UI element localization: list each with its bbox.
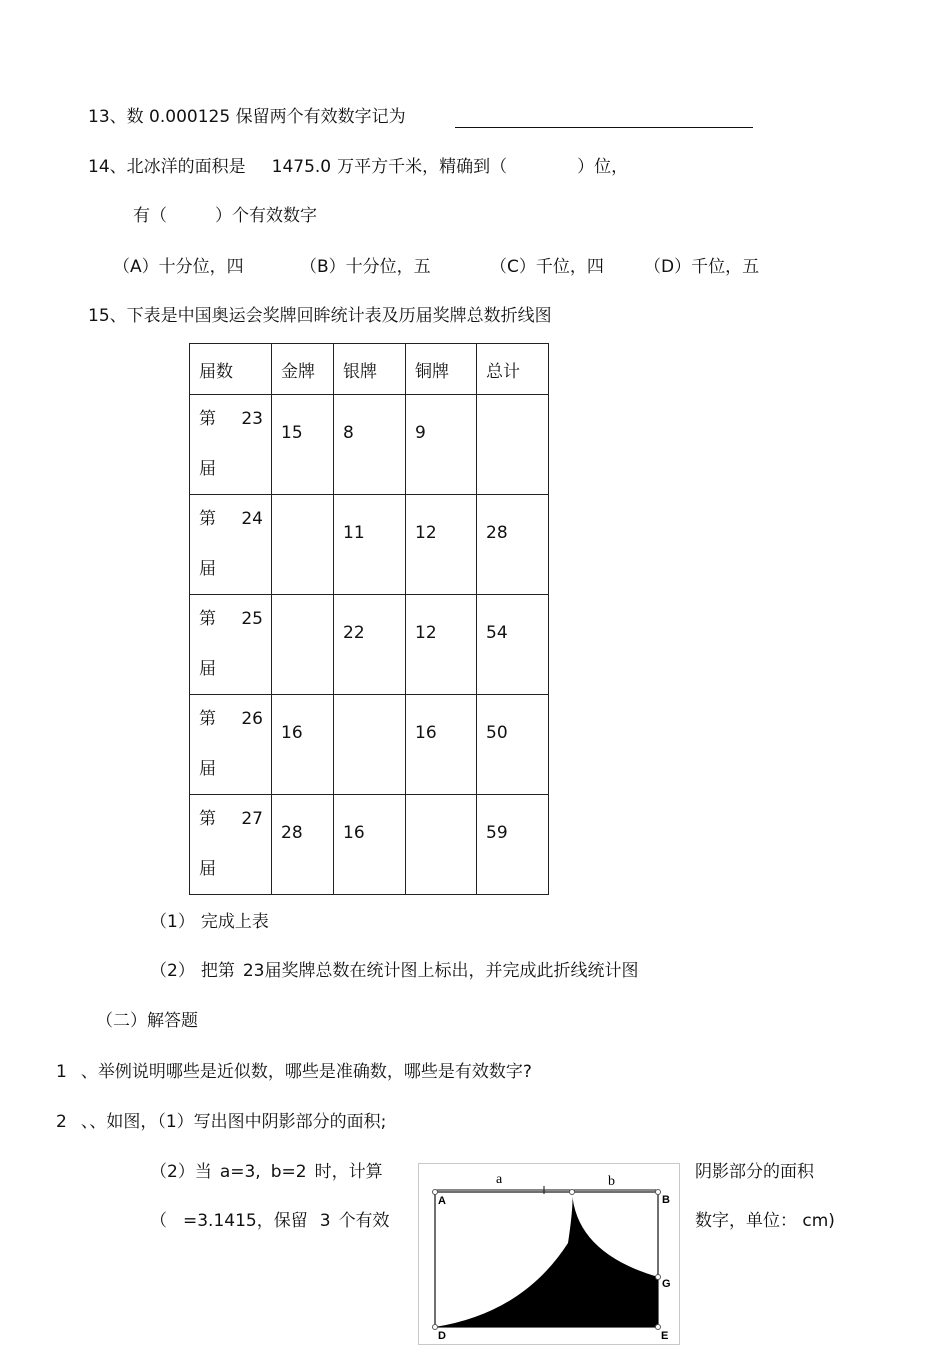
question-text: 时，计算: [314, 1162, 383, 1182]
question-number: 14、: [88, 157, 127, 177]
section-heading: （二）解答题: [96, 1011, 198, 1031]
session-prefix: 第: [199, 809, 216, 829]
silver-cell: 11: [334, 495, 406, 595]
gold-cell: 16: [272, 695, 334, 795]
total-cell: 59: [477, 795, 549, 895]
session-cell: [190, 695, 272, 795]
table-row: [190, 795, 549, 895]
sub-question-1: [150, 911, 269, 933]
question-text: 、举例说明哪些是近似数，哪些是准确数，哪些是有效数字?: [80, 1062, 532, 1082]
question-text: 数 0.000125 保留两个有效数字记为: [126, 107, 406, 127]
gold-cell: [272, 595, 334, 695]
session-cell: [190, 495, 272, 595]
question-14: [88, 156, 628, 178]
gold-cell: 15: [272, 395, 334, 495]
question-text-right: 阴影部分的面积: [695, 1162, 814, 1182]
label-point-g: G: [662, 1278, 671, 1290]
session-number: 23: [241, 409, 263, 429]
session-prefix: 第: [199, 509, 216, 529]
session-prefix: 第: [199, 609, 216, 629]
bronze-cell: 9: [406, 395, 477, 495]
label-point-d: D: [438, 1330, 446, 1342]
question-text: 个有效: [338, 1211, 390, 1231]
total-cell: 50: [477, 695, 549, 795]
option-d: （D）千位，五: [644, 257, 760, 277]
bronze-cell: 16: [406, 695, 477, 795]
question-text: ）个有效数字: [215, 206, 317, 226]
point-f: [570, 1190, 575, 1195]
sub-question-number: （1）: [150, 912, 195, 932]
question-number: 15、: [88, 306, 127, 326]
question-text: （2）当: [150, 1162, 212, 1182]
session-prefix: 第: [199, 409, 216, 429]
header-silver: 银牌: [334, 344, 406, 395]
label-point-e: E: [661, 1330, 669, 1342]
bronze-cell: 12: [406, 495, 477, 595]
session-cell: [190, 395, 272, 495]
session-number: 24: [241, 509, 263, 529]
answer-blank-line: [455, 127, 753, 128]
question-15: [88, 305, 552, 327]
point-e: [656, 1325, 661, 1330]
label-a: a: [496, 1172, 503, 1187]
option-c: （C）千位，四: [490, 257, 604, 277]
point-d: [433, 1325, 438, 1330]
answer-question-2: [56, 1111, 386, 1133]
bronze-cell: [406, 795, 477, 895]
option-b: （B）十分位，五: [300, 257, 431, 277]
table-row: [190, 695, 549, 795]
label-point-f: F: [575, 1194, 582, 1206]
label-b: b: [608, 1174, 615, 1189]
pi-value: =3.1415，保留: [183, 1211, 308, 1231]
answer-question-1: [56, 1061, 532, 1083]
table-row: [190, 595, 549, 695]
digit-count: 3: [319, 1211, 331, 1231]
table-header-row: [190, 344, 549, 395]
silver-cell: 8: [334, 395, 406, 495]
session-suffix: 届: [199, 859, 216, 879]
total-cell: 54: [477, 595, 549, 695]
total-cell: 28: [477, 495, 549, 595]
shaded-area-figure: [418, 1163, 680, 1345]
total-cell: [477, 395, 549, 495]
label-point-b: B: [662, 1194, 670, 1206]
point-b: [656, 1190, 661, 1195]
question-text: 北冰洋的面积是: [126, 157, 246, 177]
silver-cell: [334, 695, 406, 795]
gold-cell: 28: [272, 795, 334, 895]
question-number: 13、: [88, 107, 127, 127]
medal-table: [189, 343, 549, 895]
question-number: 2: [56, 1112, 67, 1132]
value-a: a=3,: [219, 1162, 261, 1182]
question-number: 1: [56, 1062, 67, 1082]
session-suffix: 届: [199, 459, 216, 479]
sub-question-number: （2）: [150, 961, 195, 981]
question-text: 下表是中国奥运会奖牌回眸统计表及历届奖牌总数折线图: [126, 306, 552, 326]
sub-question-text: 届奖牌总数在统计图上标出，并完成此折线统计图: [264, 961, 639, 981]
question-13: [88, 106, 406, 128]
header-total: 总计: [477, 344, 549, 395]
area-value: 1475.0: [271, 157, 332, 177]
session-number: 25: [241, 609, 263, 629]
session-number: 27: [241, 809, 263, 829]
value-b: b=2: [270, 1162, 307, 1182]
session-suffix: 届: [199, 659, 216, 679]
question-14-line-2: [133, 205, 317, 227]
silver-cell: 16: [334, 795, 406, 895]
option-a: （A）十分位，四: [113, 257, 244, 277]
session-suffix: 届: [199, 559, 216, 579]
point-g: [656, 1275, 661, 1280]
question-text: 、、如图，（1）写出图中阴影部分的面积;: [80, 1112, 387, 1132]
question-text: （: [150, 1211, 167, 1231]
question-text-right: 数字，单位： cm): [695, 1211, 835, 1231]
session-suffix: 届: [199, 759, 216, 779]
session-cell: [190, 595, 272, 695]
table-row: [190, 395, 549, 495]
header-bronze: 铜牌: [406, 344, 477, 395]
bronze-cell: 12: [406, 595, 477, 695]
session-number: 26: [241, 709, 263, 729]
answer-question-2-line-2: [150, 1161, 383, 1183]
label-point-a: A: [438, 1195, 446, 1207]
table-row: [190, 495, 549, 595]
answer-question-2-line-3: [150, 1210, 390, 1232]
sub-question-text: 把第: [200, 961, 235, 981]
session-value: 23: [242, 961, 265, 981]
silver-cell: 22: [334, 595, 406, 695]
question-text: ）位，: [577, 157, 629, 177]
header-gold: 金牌: [272, 344, 334, 395]
point-a: [433, 1190, 438, 1195]
sub-question-text: 完成上表: [200, 912, 269, 932]
sub-question-2: [150, 960, 638, 982]
session-cell: [190, 795, 272, 895]
gold-cell: [272, 495, 334, 595]
header-session: 届数: [190, 344, 272, 395]
question-text: 万平方千米，精确到（: [337, 157, 508, 177]
question-text: 有（: [133, 206, 167, 226]
session-prefix: 第: [199, 709, 216, 729]
